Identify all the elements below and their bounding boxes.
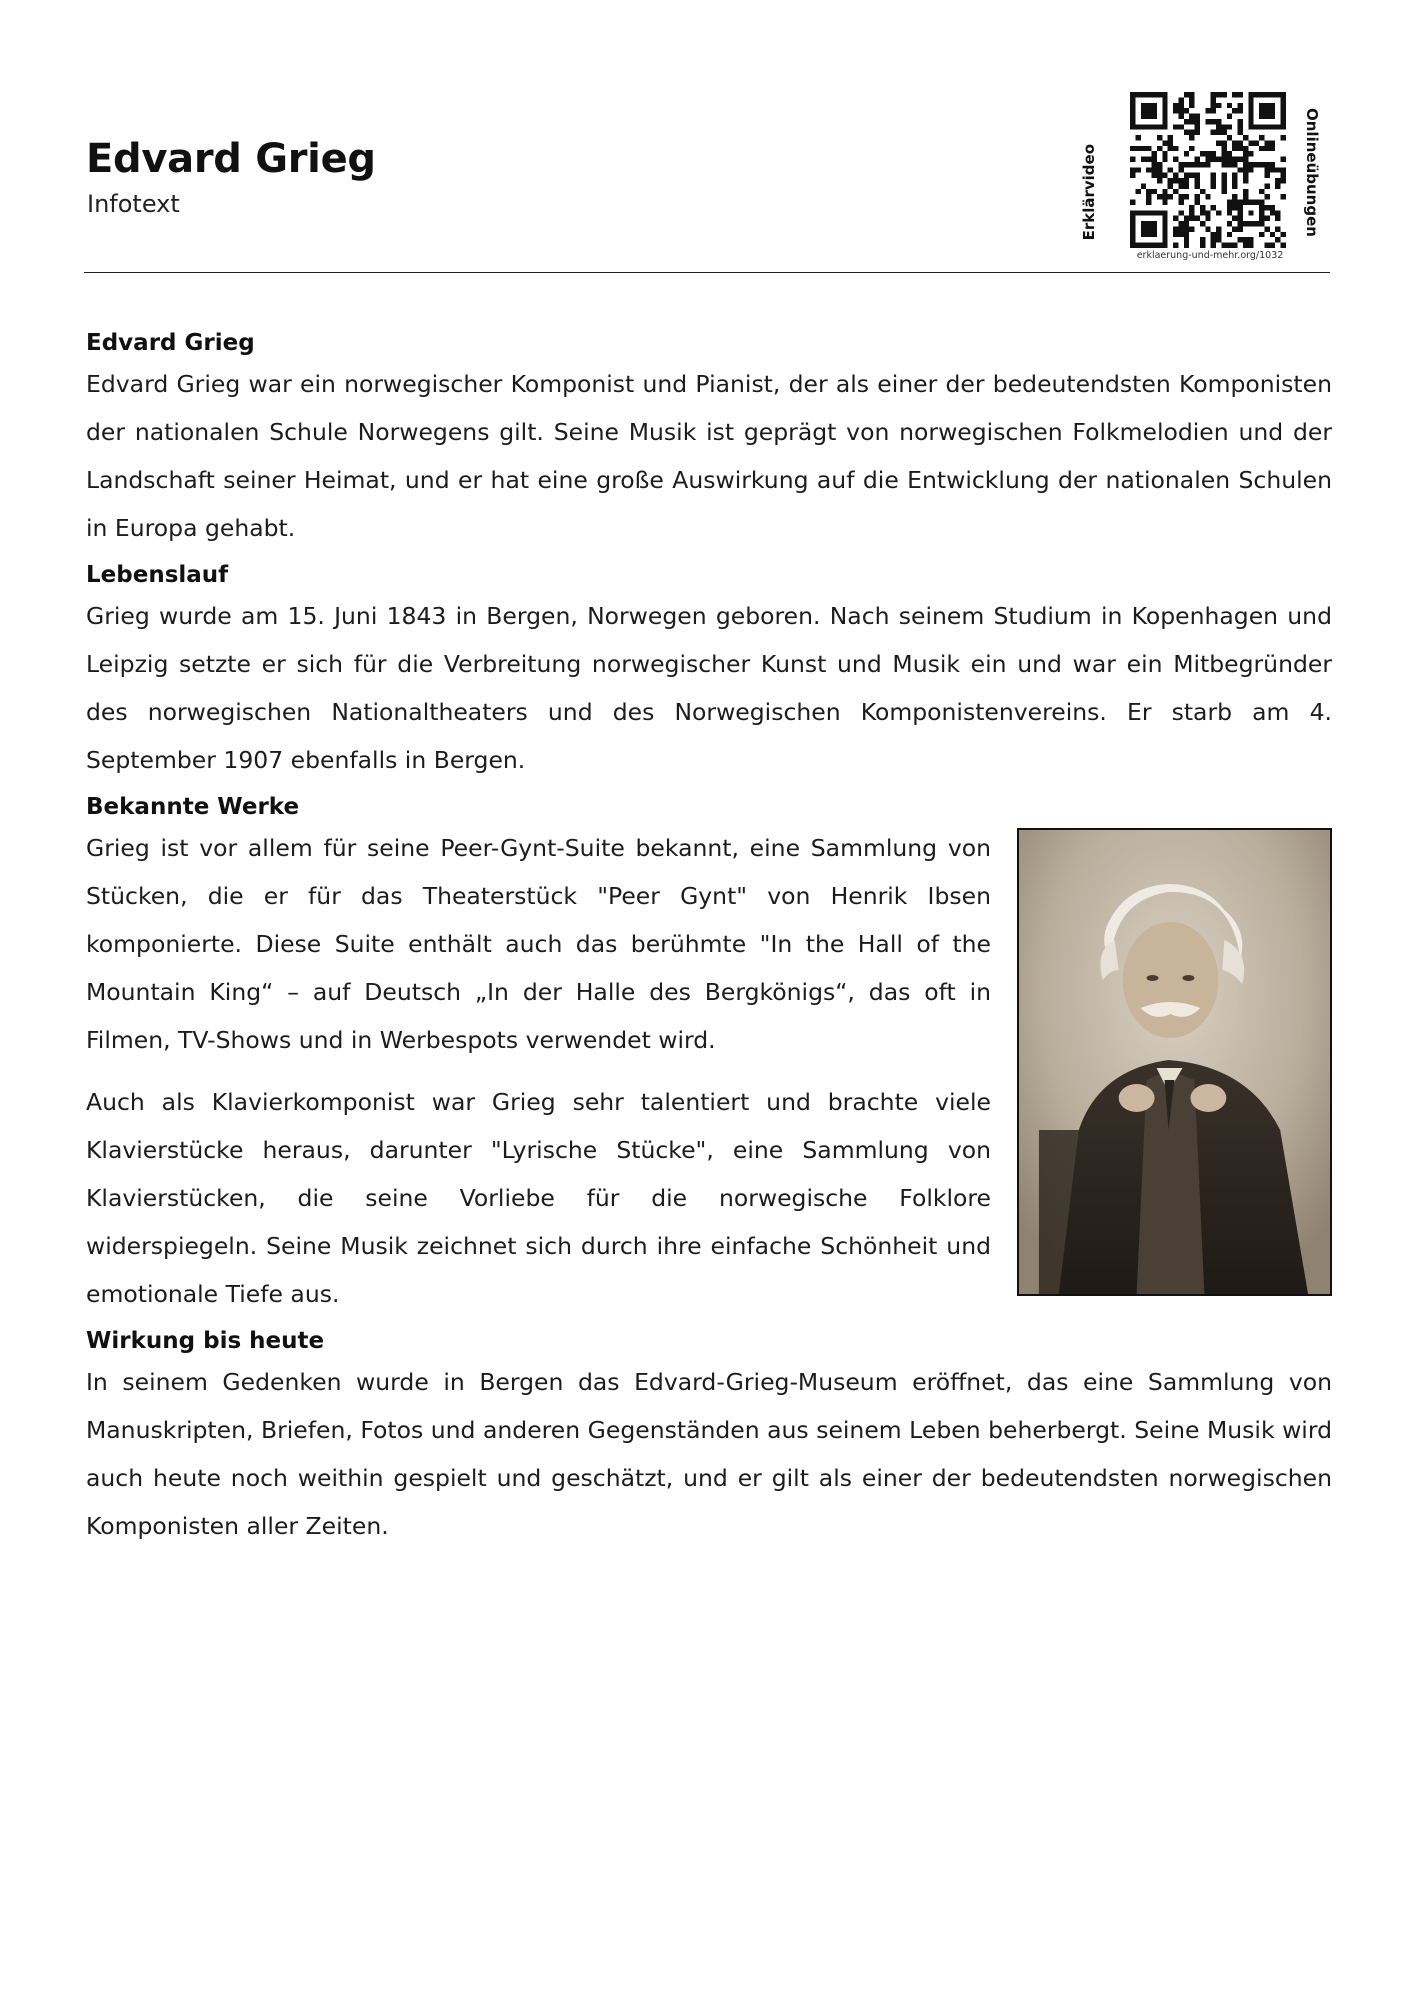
- portrait-illustration: [1019, 830, 1330, 1294]
- qr-code-icon[interactable]: [1130, 92, 1286, 248]
- section-wirkung: [86, 1328, 1332, 1550]
- section-paragraph: In seinem Gedenken wurde in Bergen das Edvard-Grieg-Museum eröffnet, das eine Sammlung von Manuskripten, Briefen, Fotos und anderen Gegenständen aus seinem Leben beherbergt. Seine Musik wird auch heute noch weithin gespielt und geschätzt, und er gilt als einer der bedeutendsten norwegischen Komponisten aller Zeiten.: [86, 1368, 1332, 1540]
- section-lebenslauf: [86, 562, 1332, 784]
- section-heading: Wirkung bis heute: [86, 1328, 325, 1354]
- section-paragraph: Grieg wurde am 15. Juni 1843 in Bergen, Norwegen geboren. Nach seinem Studium in Kopenhagen und Leipzig setzte er sich für die Verbreitung norwegischer Kunst und Musik ein und war ein Mitbegründer des norwegischen Nationaltheaters und des Norwegischen Komponistenvereins. Er starb am 4. September 1907 ebenfalls in Bergen.: [86, 602, 1332, 774]
- page-subtitle: Infotext: [87, 190, 180, 218]
- portrait-photo: [1017, 828, 1332, 1296]
- werke-layout: [86, 824, 1332, 1318]
- header-divider: [84, 272, 1330, 273]
- section-heading: Lebenslauf: [86, 562, 229, 588]
- explain-video-label: Erklärvideo: [1080, 144, 1098, 241]
- section-heading: Edvard Grieg: [86, 330, 255, 356]
- werke-text: [86, 824, 991, 1318]
- main-content: [86, 330, 1332, 1560]
- section-intro: [86, 330, 1332, 552]
- qr-url: erklaerung-und-mehr.org/1032: [1136, 250, 1284, 261]
- section-bekannte-werke: [86, 794, 1332, 1318]
- section-heading: Bekannte Werke: [86, 794, 300, 820]
- page-title: Edvard Grieg: [86, 136, 376, 182]
- section-paragraph: Edvard Grieg war ein norwegischer Komponist und Pianist, der als einer der bedeutendsten Komponisten der nationalen Schule Norwegens gilt. Seine Musik ist geprägt von norwegischen Folkmelodien und der Landschaft seiner Heimat, und er hat eine große Auswirkung auf die Entwicklung der nationalen Schulen in Europa gehabt.: [86, 370, 1332, 542]
- section-paragraph: Auch als Klavierkomponist war Grieg sehr talentiert und brachte viele Klavierstücke heraus, darunter "Lyrische Stücke", eine Sammlung von Klavierstücken, die seine Vorliebe für die norwegische Folklore widerspiegeln. Seine Musik zeichnet sich durch ihre einfache Schönheit und emotionale Tiefe aus.: [86, 1088, 992, 1308]
- section-paragraph: Grieg ist vor allem für seine Peer-Gynt-Suite bekannt, eine Sammlung von Stücken, die er für das Theaterstück "Peer Gynt" von Henrik Ibsen komponierte. Diese Suite enthält auch das berühmte "In the Hall of the Mountain King“ – auf Deutsch „In der Halle des Bergkönigs“, das oft in Filmen, TV-Shows und in Werbespots verwendet wird.: [86, 834, 992, 1054]
- online-exercises-label: Onlineübungen: [1303, 108, 1321, 237]
